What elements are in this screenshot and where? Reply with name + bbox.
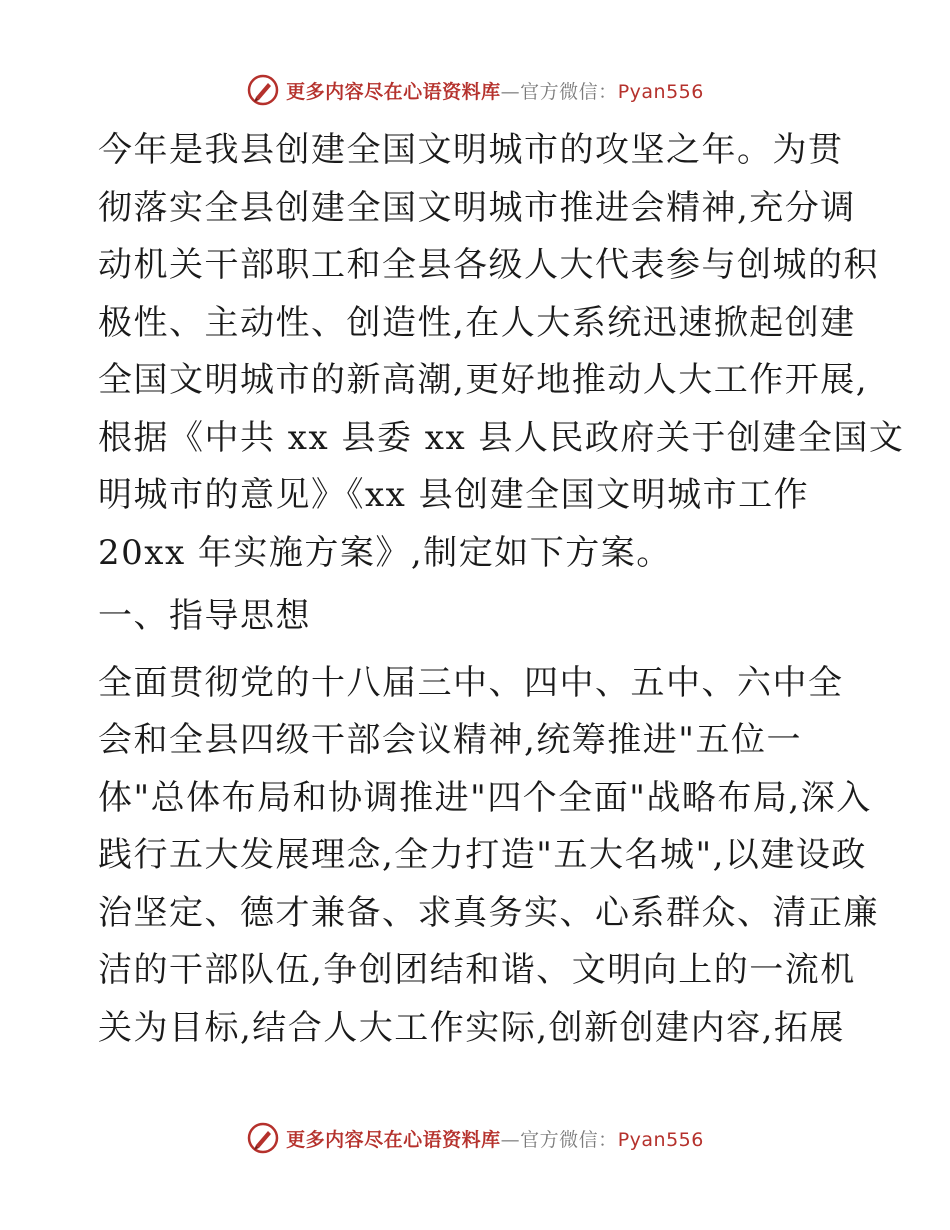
- text-line: 今年是我县创建全国文明城市的攻坚之年。为贯: [98, 130, 844, 170]
- watermark-text: [286, 1125, 704, 1152]
- text-line: 践行五大发展理念,全力打造"五大名城",以建设政: [98, 835, 867, 875]
- watermark-dash: —: [500, 80, 521, 103]
- paragraph-intro: [98, 122, 905, 582]
- watermark-label: 官方微信：: [520, 80, 618, 103]
- text-line: 关为目标,结合人大工作实际,创新创建内容,拓展: [98, 1007, 845, 1048]
- text-line: 动机关干部职工和全县各级人大代表参与创城的积: [98, 245, 879, 285]
- text-line: 明城市的意见》《xx 县创建全国文明城市工作: [98, 475, 810, 515]
- paragraph-guiding-ideology: [98, 655, 879, 1058]
- watermark-main: 更多内容尽在心语资料库: [286, 80, 501, 103]
- section-heading: 一、指导思想: [98, 596, 311, 636]
- text-line: 极性、主动性、创造性,在人大系统迅速掀起创建: [98, 302, 856, 343]
- watermark-footer: [0, 1120, 950, 1156]
- text-line: 根据《中共 xx 县委 xx 县人民政府关于创建全国文: [98, 417, 905, 458]
- watermark-text: [286, 77, 704, 104]
- text-line: 20xx 年实施方案》,制定如下方案。: [98, 532, 672, 573]
- pen-logo-icon: [246, 1121, 280, 1155]
- text-line: 洁的干部队伍,争创团结和谐、文明向上的一流机: [98, 950, 856, 990]
- watermark-label: 官方微信：: [520, 1128, 618, 1151]
- watermark-dash: —: [500, 1128, 521, 1151]
- text-line: 治坚定、德才兼备、求真务实、心系群众、清正廉: [98, 892, 879, 933]
- watermark-header: [0, 72, 950, 108]
- text-line: 全国文明城市的新高潮,更好地推动人大工作开展,: [98, 360, 869, 400]
- text-line: 彻落实全县创建全国文明城市推进会精神,充分调: [98, 187, 856, 228]
- text-line: 会和全县四级干部会议精神,统筹推进"五位一: [98, 720, 802, 760]
- text-line: 体"总体布局和协调推进"四个全面"战略布局,深入: [98, 777, 872, 818]
- watermark-id: Pyan556: [617, 1128, 704, 1151]
- watermark-main: 更多内容尽在心语资料库: [286, 1128, 501, 1151]
- watermark-id: Pyan556: [617, 80, 704, 103]
- document-body: [98, 122, 905, 1057]
- text-line: 全面贯彻党的十八届三中、四中、五中、六中全: [98, 662, 844, 703]
- pen-logo-icon: [246, 73, 280, 107]
